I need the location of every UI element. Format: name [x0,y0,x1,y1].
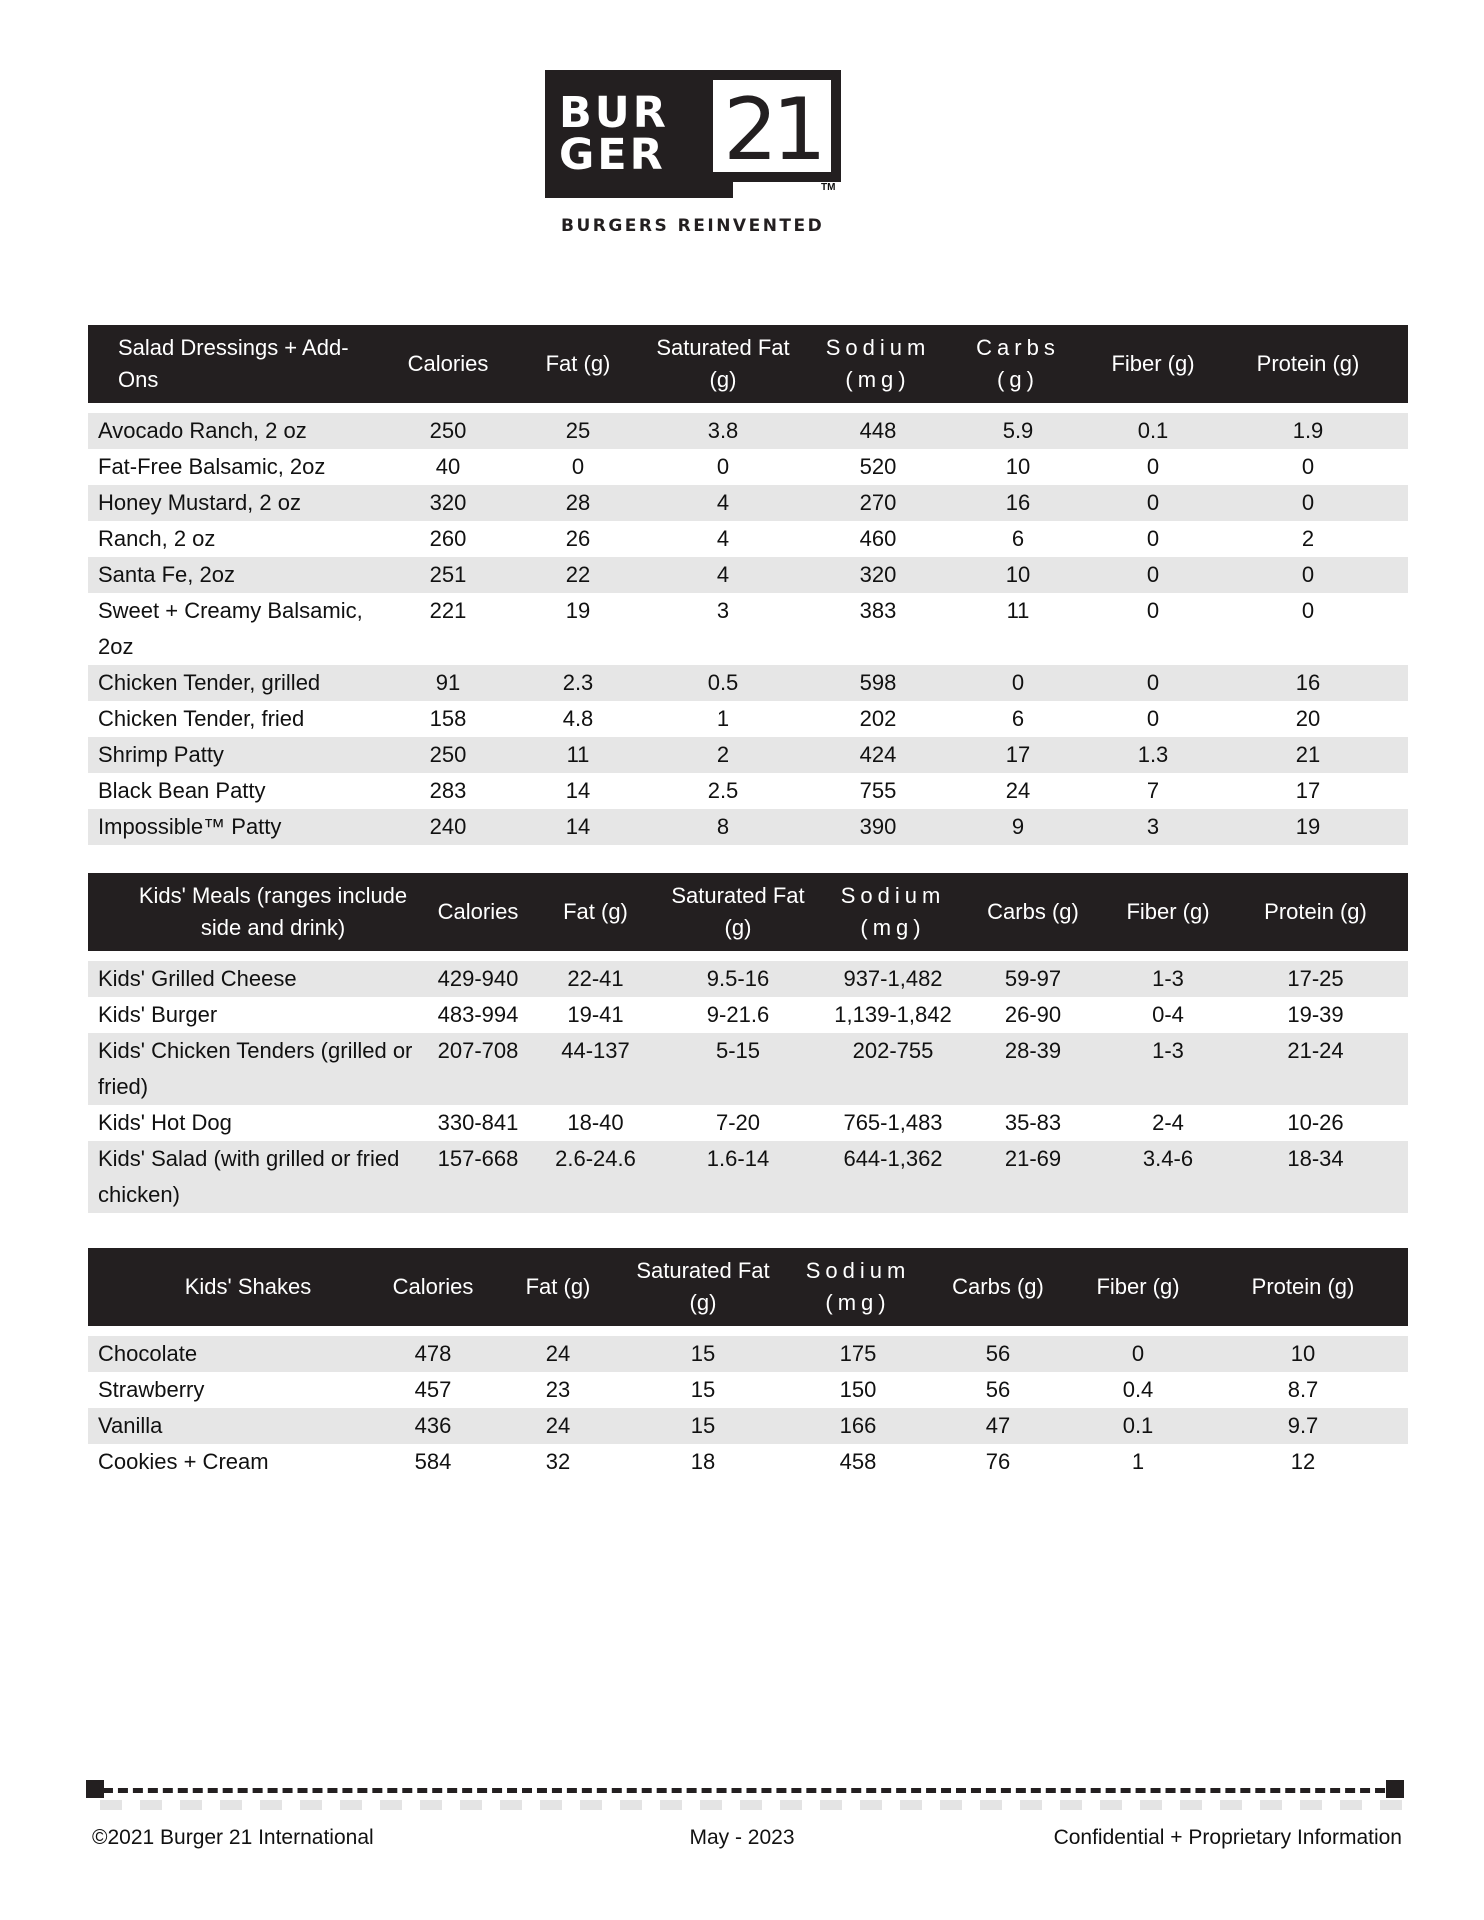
table-cell: 14 [565,778,591,803]
column-header: Protein (g) [1264,899,1367,924]
table-header [88,325,1408,403]
table-cell: 19-41 [567,1002,624,1027]
table-cell: 260 [429,526,467,551]
table-cell: 17-25 [1287,966,1344,991]
table-cell: 765-1,483 [843,1110,943,1135]
item-name: Santa Fe, 2oz [98,562,235,587]
column-header: Calories [392,1274,474,1299]
item-name: Honey Mustard, 2 oz [98,490,301,515]
table-cell: 21 [1295,742,1321,767]
table-cell: 483-994 [437,1002,519,1027]
table-cell: 7 [1146,778,1160,803]
table-cell: 0 [1146,562,1160,587]
table-cell: 320 [429,490,467,515]
table-cell: 460 [859,526,897,551]
table-row [88,449,1408,485]
dressings-table [88,325,1408,845]
table-cell: 7-20 [715,1110,761,1135]
logo-number: 21 [723,80,821,180]
table-cell: 240 [429,814,467,839]
table-cell: 56 [985,1377,1011,1402]
logo-number-box [703,70,841,182]
table-cell: 19 [1295,814,1321,839]
table-cell: 40 [435,454,461,479]
table-cell: 0 [1301,598,1315,623]
item-name: Black Bean Patty [98,778,266,803]
table-cell: 0.1 [1137,418,1169,443]
table-cell: 1,139-1,842 [834,1002,952,1027]
table-cell: 1.6-14 [706,1146,770,1171]
table-row [88,665,1408,701]
table-cell: 10 [1005,562,1031,587]
table-cell: 24 [545,1341,571,1366]
table-cell: 457 [414,1377,452,1402]
item-name: Shrimp Patty [98,742,224,767]
table-cell: 8.7 [1287,1377,1319,1402]
table-cell: 28 [565,490,591,515]
footer-divider-shadow [100,1800,1410,1810]
table-body [88,961,1408,1213]
item-name: Kids' Hot Dog [98,1110,232,1135]
table-cell: 15 [690,1413,716,1438]
column-header: Kids' Shakes [184,1274,312,1299]
item-name: Fat-Free Balsamic, 2oz [98,454,326,479]
table-cell: 14 [565,814,591,839]
table-cell: 584 [414,1449,452,1474]
logo-notch [703,182,733,198]
item-name: Chocolate [98,1341,198,1366]
table-cell: 76 [985,1449,1011,1474]
table-cell: 270 [859,490,897,515]
table-cell: 21-69 [1004,1146,1062,1171]
table-cell: 330-841 [437,1110,519,1135]
table-cell: 4.8 [562,706,594,731]
column-header: Saturated Fat (g) [671,883,805,940]
table-cell: 47 [985,1413,1011,1438]
table-row [88,593,1408,665]
table-cell: 18-40 [567,1110,624,1135]
table-cell: 22 [565,562,591,587]
table-cell: 448 [859,418,897,443]
table-row [88,809,1408,845]
table-cell: 9.7 [1287,1413,1319,1438]
table-cell: 10 [1005,454,1031,479]
column-header: Fat (g) [545,351,611,376]
table-cell: 598 [859,670,897,695]
column-header: Saturated Fat (g) [636,1258,770,1315]
item-name: Sweet + Creamy Balsamic, 2oz [98,598,363,659]
table-header [88,1248,1408,1326]
table-row [88,557,1408,593]
item-name: Avocado Ranch, 2 oz [98,418,307,443]
table-cell: 937-1,482 [843,966,943,991]
table-cell: 11 [1006,598,1030,623]
table-row [88,997,1408,1033]
table-cell: 0 [716,454,730,479]
table-row [88,521,1408,557]
column-header: Protein (g) [1256,351,1360,376]
table-cell: 1-3 [1152,1038,1184,1063]
table-cell: 19-39 [1287,1002,1344,1027]
table-row [88,1444,1408,1480]
footer-divider-cap-left [86,1780,104,1798]
item-name: Strawberry [98,1377,205,1402]
table-cell: 6 [1011,706,1025,731]
table-cell: 91 [435,670,461,695]
column-header: Calories [407,351,489,376]
table-cell: 424 [859,742,897,767]
footer-confidential: Confidential + Proprietary Information [1053,1826,1402,1849]
table-cell: 166 [839,1413,877,1438]
table-cell: 1-3 [1152,966,1184,991]
table-cell: 23 [545,1377,571,1402]
table-cell: 436 [414,1413,452,1438]
column-header: Carbs (g) [987,899,1079,924]
table-cell: 10-26 [1287,1110,1344,1135]
item-name: Chicken Tender, grilled [98,670,321,695]
column-header: Fat (g) [563,899,628,924]
table-row [88,1336,1408,1372]
table-cell: 26 [565,526,591,551]
table-cell: 4 [716,562,730,587]
table-cell: 157-668 [437,1146,519,1171]
table-row [88,773,1408,809]
column-header: Fiber (g) [1111,351,1195,376]
table-cell: 5.9 [1002,418,1034,443]
table-cell: 320 [859,562,897,587]
column-header: Sodium (mg) [840,883,946,940]
table-cell: 4 [716,490,730,515]
table-cell: 478 [414,1341,452,1366]
column-header: Saturated Fat (g) [656,335,790,392]
table-cell: 429-940 [437,966,519,991]
item-name: Kids' Burger [98,1002,218,1027]
table-cell: 18 [690,1449,716,1474]
logo-wordmark: BUR GER [559,88,669,180]
table-cell: 56 [985,1341,1011,1366]
footer-divider-cap-right [1386,1780,1404,1798]
logo-trademark: TM [821,182,836,193]
table-cell: 520 [859,454,897,479]
table-row [88,961,1408,997]
item-name: Kids' Grilled Cheese [98,966,297,991]
table-cell: 202-755 [852,1038,934,1063]
table-cell: 383 [859,598,897,623]
table-cell: 202 [859,706,897,731]
logo-tagline: BURGERS REINVENTED [561,216,825,236]
column-header: Sodium (mg) [825,335,931,392]
table-cell: 24 [545,1413,571,1438]
column-header: Fat (g) [525,1274,591,1299]
table-row [88,1105,1408,1141]
table-body [88,413,1408,845]
column-header: Calories [437,899,519,924]
logo-wordmark-block [545,70,705,198]
table-cell: 1.9 [1292,418,1324,443]
table-header [88,873,1408,951]
table-cell: 0.5 [707,670,739,695]
table-cell: 2-4 [1152,1110,1184,1135]
table-body [88,1336,1408,1480]
table-row [88,1372,1408,1408]
table-cell: 15 [690,1377,716,1402]
table-cell: 1.3 [1137,742,1169,767]
table-cell: 35-83 [1004,1110,1062,1135]
table-cell: 2.3 [562,670,594,695]
table-cell: 17 [1005,742,1031,767]
table-cell: 16 [1295,670,1321,695]
table-cell: 19 [565,598,591,623]
table-cell: 250 [429,418,467,443]
table-cell: 24 [1005,778,1031,803]
table-cell: 0 [1011,670,1025,695]
table-cell: 6 [1011,526,1025,551]
item-name: Cookies + Cream [98,1449,269,1474]
table-row [88,1408,1408,1444]
table-cell: 283 [429,778,467,803]
kids-shakes-table [88,1248,1408,1480]
table-cell: 0 [1146,598,1160,623]
item-name: Vanilla [98,1413,163,1438]
table-cell: 251 [429,562,467,587]
footer-divider [88,1788,1400,1793]
table-cell: 9-21.6 [706,1002,770,1027]
table-cell: 0 [1146,706,1160,731]
table-cell: 25 [565,418,591,443]
table-cell: 9.5-16 [706,966,770,991]
table-cell: 3.8 [707,418,739,443]
table-cell: 644-1,362 [843,1146,943,1171]
table-cell: 21-24 [1287,1038,1344,1063]
kids-meals-table [88,873,1408,1213]
column-header: Salad Dressings + Add-Ons [118,335,349,392]
table-cell: 1 [716,706,730,731]
item-name: Ranch, 2 oz [98,526,216,551]
column-header: Fiber (g) [1096,1274,1180,1299]
table-cell: 0 [1301,562,1315,587]
table-row [88,1033,1408,1105]
table-cell: 3 [1146,814,1160,839]
table-cell: 9 [1011,814,1025,839]
table-cell: 44-137 [561,1038,630,1063]
item-name: Kids' Salad (with grilled or fried chicken) [98,1146,400,1207]
item-name: Kids' Chicken Tenders (grilled or fried) [98,1038,413,1099]
table-cell: 26-90 [1004,1002,1062,1027]
table-cell: 20 [1295,706,1321,731]
table-cell: 0 [1146,454,1160,479]
table-cell: 0 [1146,670,1160,695]
column-header: Fiber (g) [1126,899,1210,924]
item-name: Impossible™ Patty [98,814,282,839]
table-cell: 17 [1295,778,1321,803]
table-cell: 3.4-6 [1142,1146,1194,1171]
table-cell: 0-4 [1152,1002,1184,1027]
table-cell: 59-97 [1004,966,1062,991]
table-row [88,485,1408,521]
table-row [88,413,1408,449]
footer-date: May - 2023 [689,1826,795,1849]
table-cell: 22-41 [567,966,624,991]
column-header: Carbs (g) [952,1274,1044,1299]
brand-logo [545,70,845,240]
table-cell: 11 [566,742,590,767]
column-header: Sodium (mg) [805,1258,911,1315]
table-cell: 0 [1146,490,1160,515]
table-cell: 0 [1146,526,1160,551]
table-cell: 0 [1301,490,1315,515]
column-header: Kids' Meals (ranges include side and drink) [138,883,408,940]
table-cell: 4 [716,526,730,551]
table-cell: 18-34 [1287,1146,1344,1171]
table-cell: 2.5 [707,778,739,803]
table-cell: 10 [1290,1341,1316,1366]
table-cell: 2.6-24.6 [555,1146,636,1171]
table-cell: 0.4 [1122,1377,1154,1402]
table-cell: 12 [1290,1449,1316,1474]
table-row [88,701,1408,737]
table-cell: 0 [1301,454,1315,479]
table-cell: 458 [839,1449,877,1474]
table-cell: 755 [859,778,897,803]
footer-copyright: ©2021 Burger 21 International [92,1826,374,1849]
table-cell: 175 [839,1341,877,1366]
item-name: Chicken Tender, fried [98,706,305,731]
table-cell: 2 [716,742,730,767]
table-cell: 221 [429,598,467,623]
table-row [88,737,1408,773]
table-cell: 250 [429,742,467,767]
table-cell: 1 [1131,1449,1145,1474]
table-cell: 8 [716,814,730,839]
table-cell: 3 [716,598,730,623]
table-cell: 207-708 [437,1038,519,1063]
table-cell: 2 [1301,526,1315,551]
table-cell: 390 [859,814,897,839]
table-cell: 150 [839,1377,877,1402]
table-cell: 0 [1131,1341,1145,1366]
column-header: Carbs (g) [976,335,1060,392]
table-cell: 0 [571,454,585,479]
table-row [88,1141,1408,1213]
table-cell: 16 [1005,490,1031,515]
table-cell: 15 [690,1341,716,1366]
table-cell: 32 [545,1449,571,1474]
table-cell: 5-15 [715,1038,761,1063]
table-cell: 0.1 [1122,1413,1154,1438]
table-cell: 158 [429,706,467,731]
table-cell: 28-39 [1004,1038,1062,1063]
column-header: Protein (g) [1251,1274,1355,1299]
